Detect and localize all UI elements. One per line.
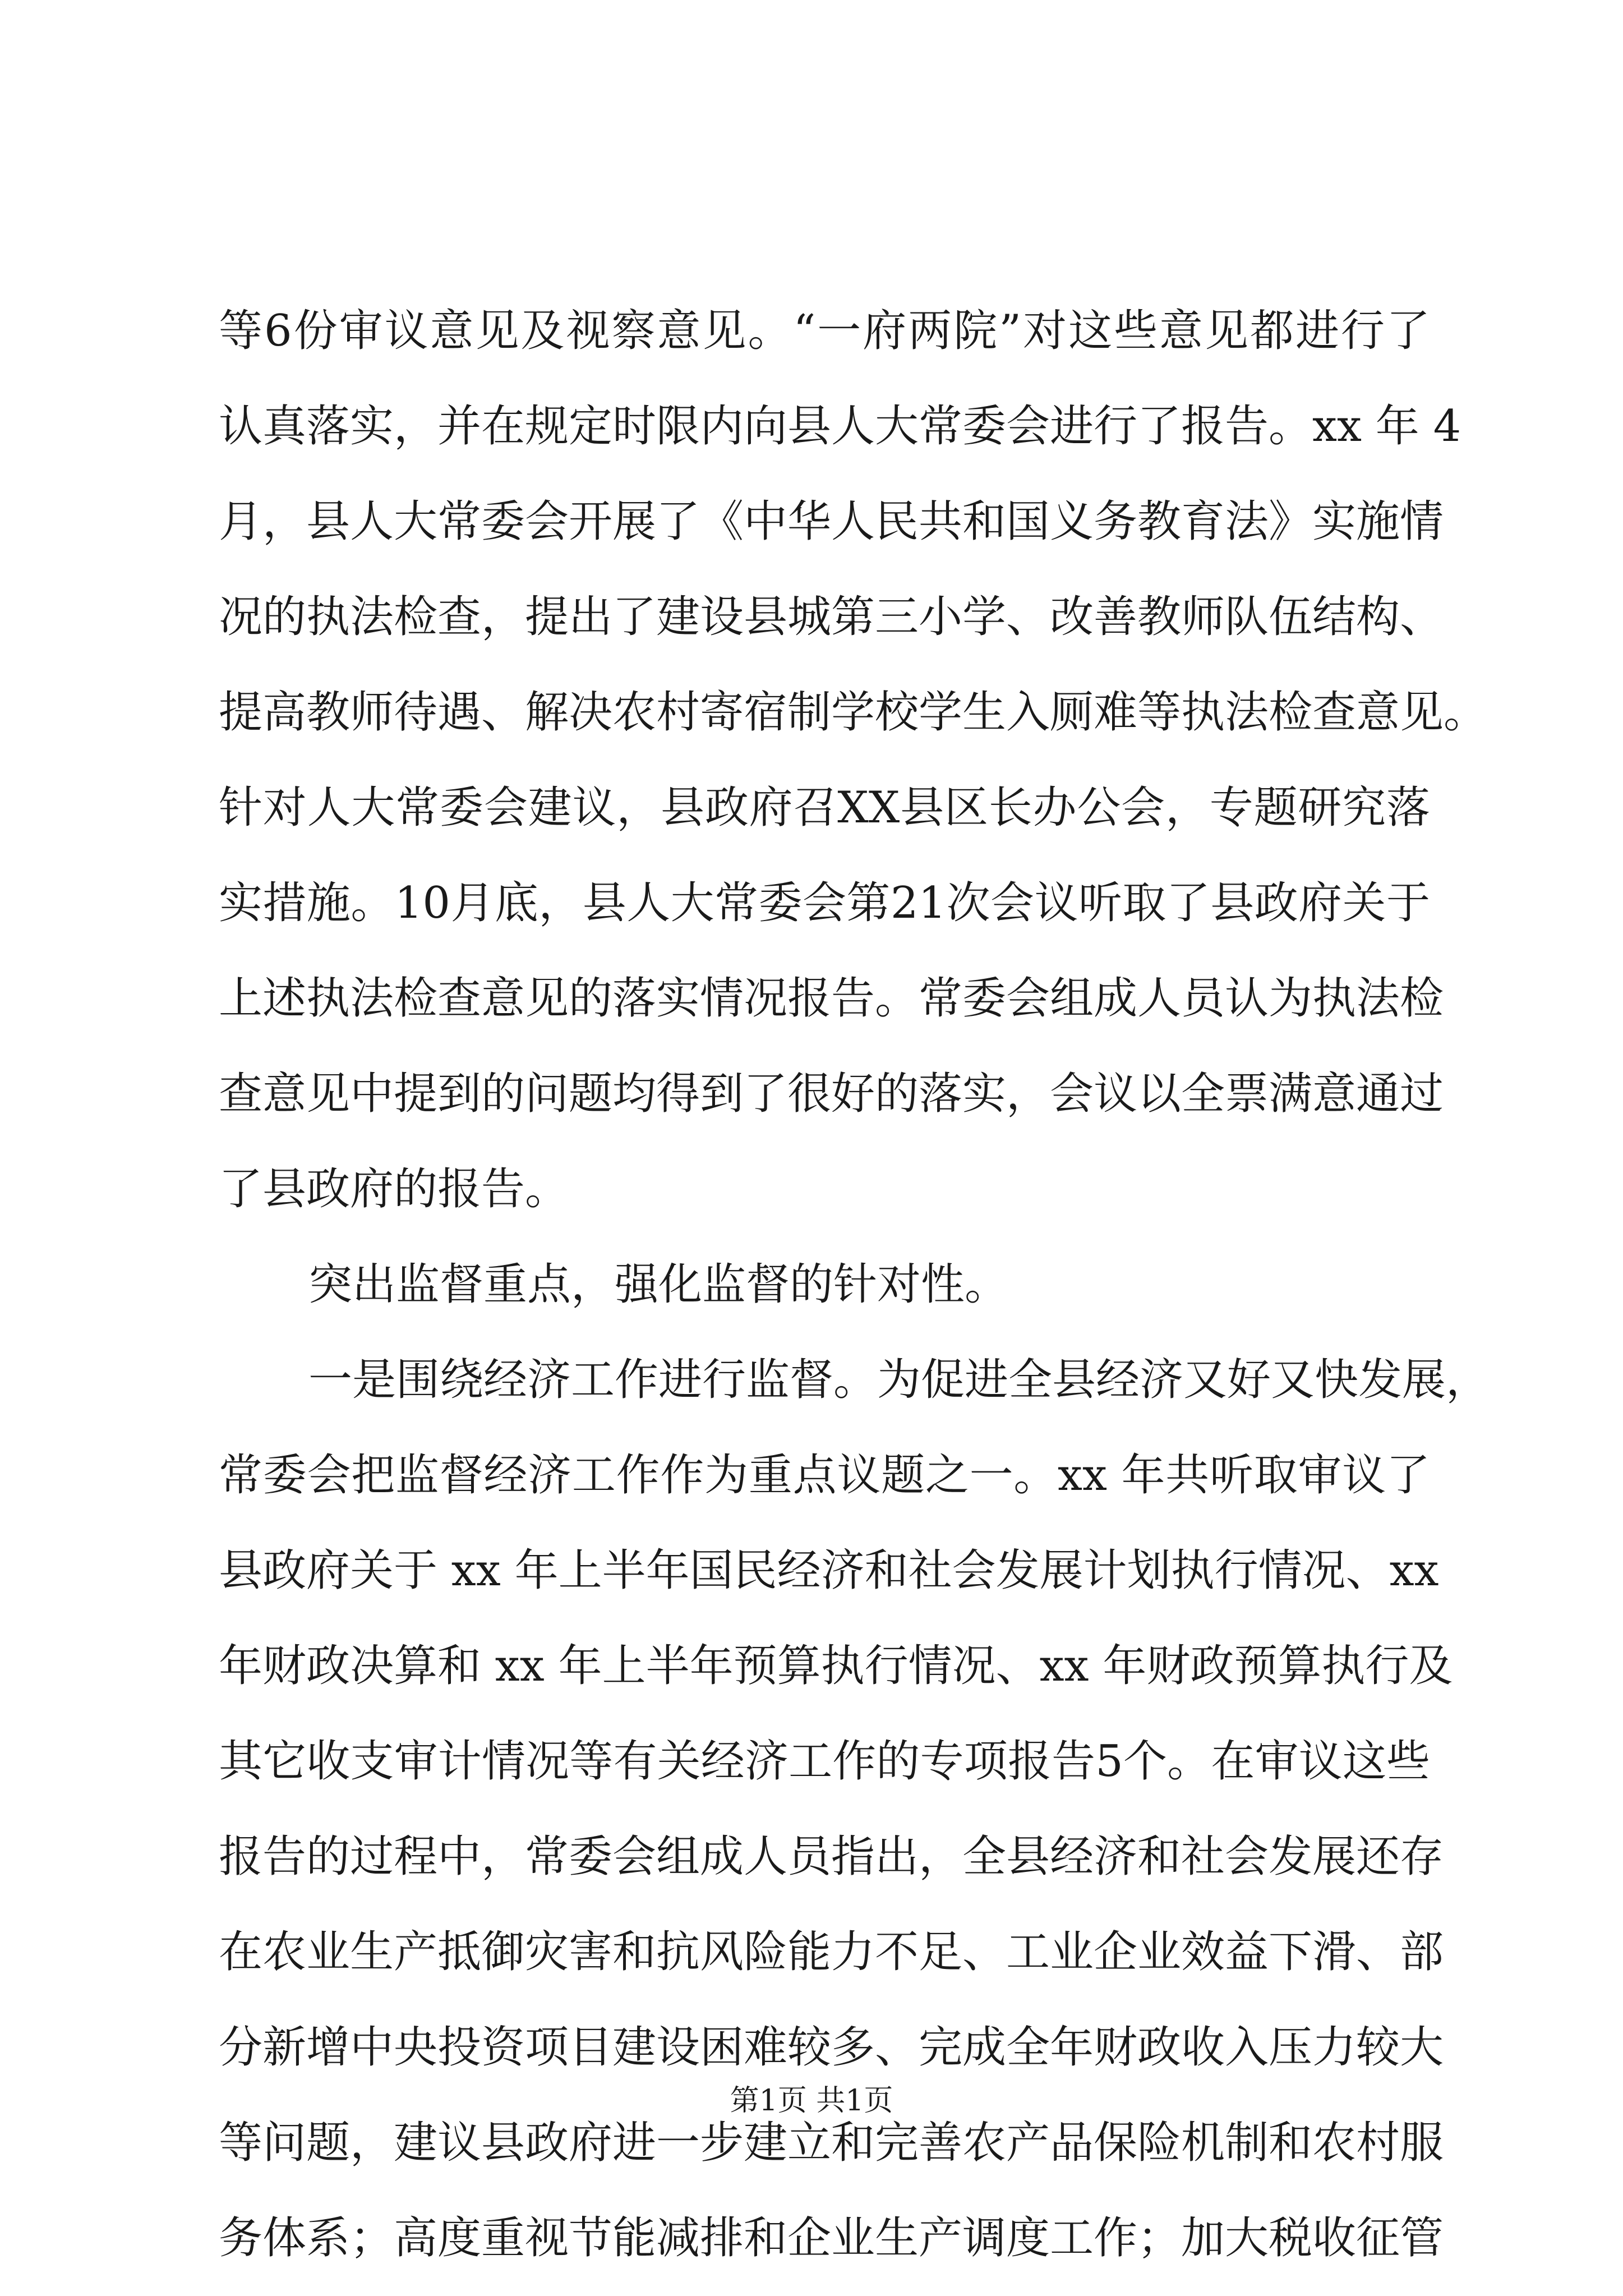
text-line: 年财政决算和 xx 年上半年预算执行情况、xx 年财政预算执行及 [219, 1641, 1453, 1691]
text-line: 等6份审议意见及视察意见。“一府两院”对这些意见都进行了 [219, 306, 1430, 356]
text-line: 上述执法检查意见的落实情况报告。常委会组成人员认为执法检 [219, 973, 1444, 1024]
text-line: 针对人大常委会建议，县政府召XX县区长办公会，专题研究落 [219, 783, 1430, 833]
text-line: 况的执法检查，提出了建设县城第三小学、改善教师队伍结构、 [219, 592, 1444, 642]
text-line: 实措施。10月底，县人大常委会第21次会议听取了县政府关于 [219, 878, 1430, 928]
text-line: 一是围绕经济工作进行监督。为促进全县经济又好又快发展， [308, 1355, 1490, 1405]
document-body [219, 283, 1490, 2286]
page-footer: 第1页 共1页 [730, 2084, 893, 2118]
text-line: 其它收支审计情况等有关经济工作的专项报告5个。在审议这些 [219, 1736, 1430, 1787]
text-line: 分新增中央投资项目建设困难较多、完成全年财政收入压力较大 [219, 2022, 1444, 2073]
text-line: 月，县人大常委会开展了《中华人民共和国义务教育法》实施情 [219, 496, 1444, 547]
text-line: 务体系；高度重视节能减排和企业生产调度工作；加大税收征管 [219, 2213, 1444, 2263]
text-line: 常委会把监督经济工作作为重点议题之一。xx 年共听取审议了 [219, 1450, 1430, 1501]
text-line: 在农业生产抵御灾害和抗风险能力不足、工业企业效益下滑、部 [219, 1927, 1444, 1977]
text-line: 提高教师待遇、解决农村寄宿制学校学生入厕难等执法检查意见。 [219, 687, 1488, 738]
text-line: 认真落实，并在规定时限内向县人大常委会进行了报告。xx 年 4 [219, 401, 1461, 452]
text-line: 查意见中提到的问题均得到了很好的落实，会议以全票满意通过 [219, 1069, 1444, 1119]
text-line: 等问题，建议县政府进一步建立和完善农产品保险机制和农村服 [219, 2118, 1444, 2168]
text-line: 了县政府的报告。 [219, 1164, 569, 1214]
text-line: 县政府关于 xx 年上半年国民经济和社会发展计划执行情况、xx [219, 1545, 1439, 1596]
section-heading: 突出监督重点，强化监督的针对性。 [308, 1259, 1009, 1310]
text-line: 报告的过程中，常委会组成人员指出，全县经济和社会发展还存 [219, 1832, 1444, 1882]
